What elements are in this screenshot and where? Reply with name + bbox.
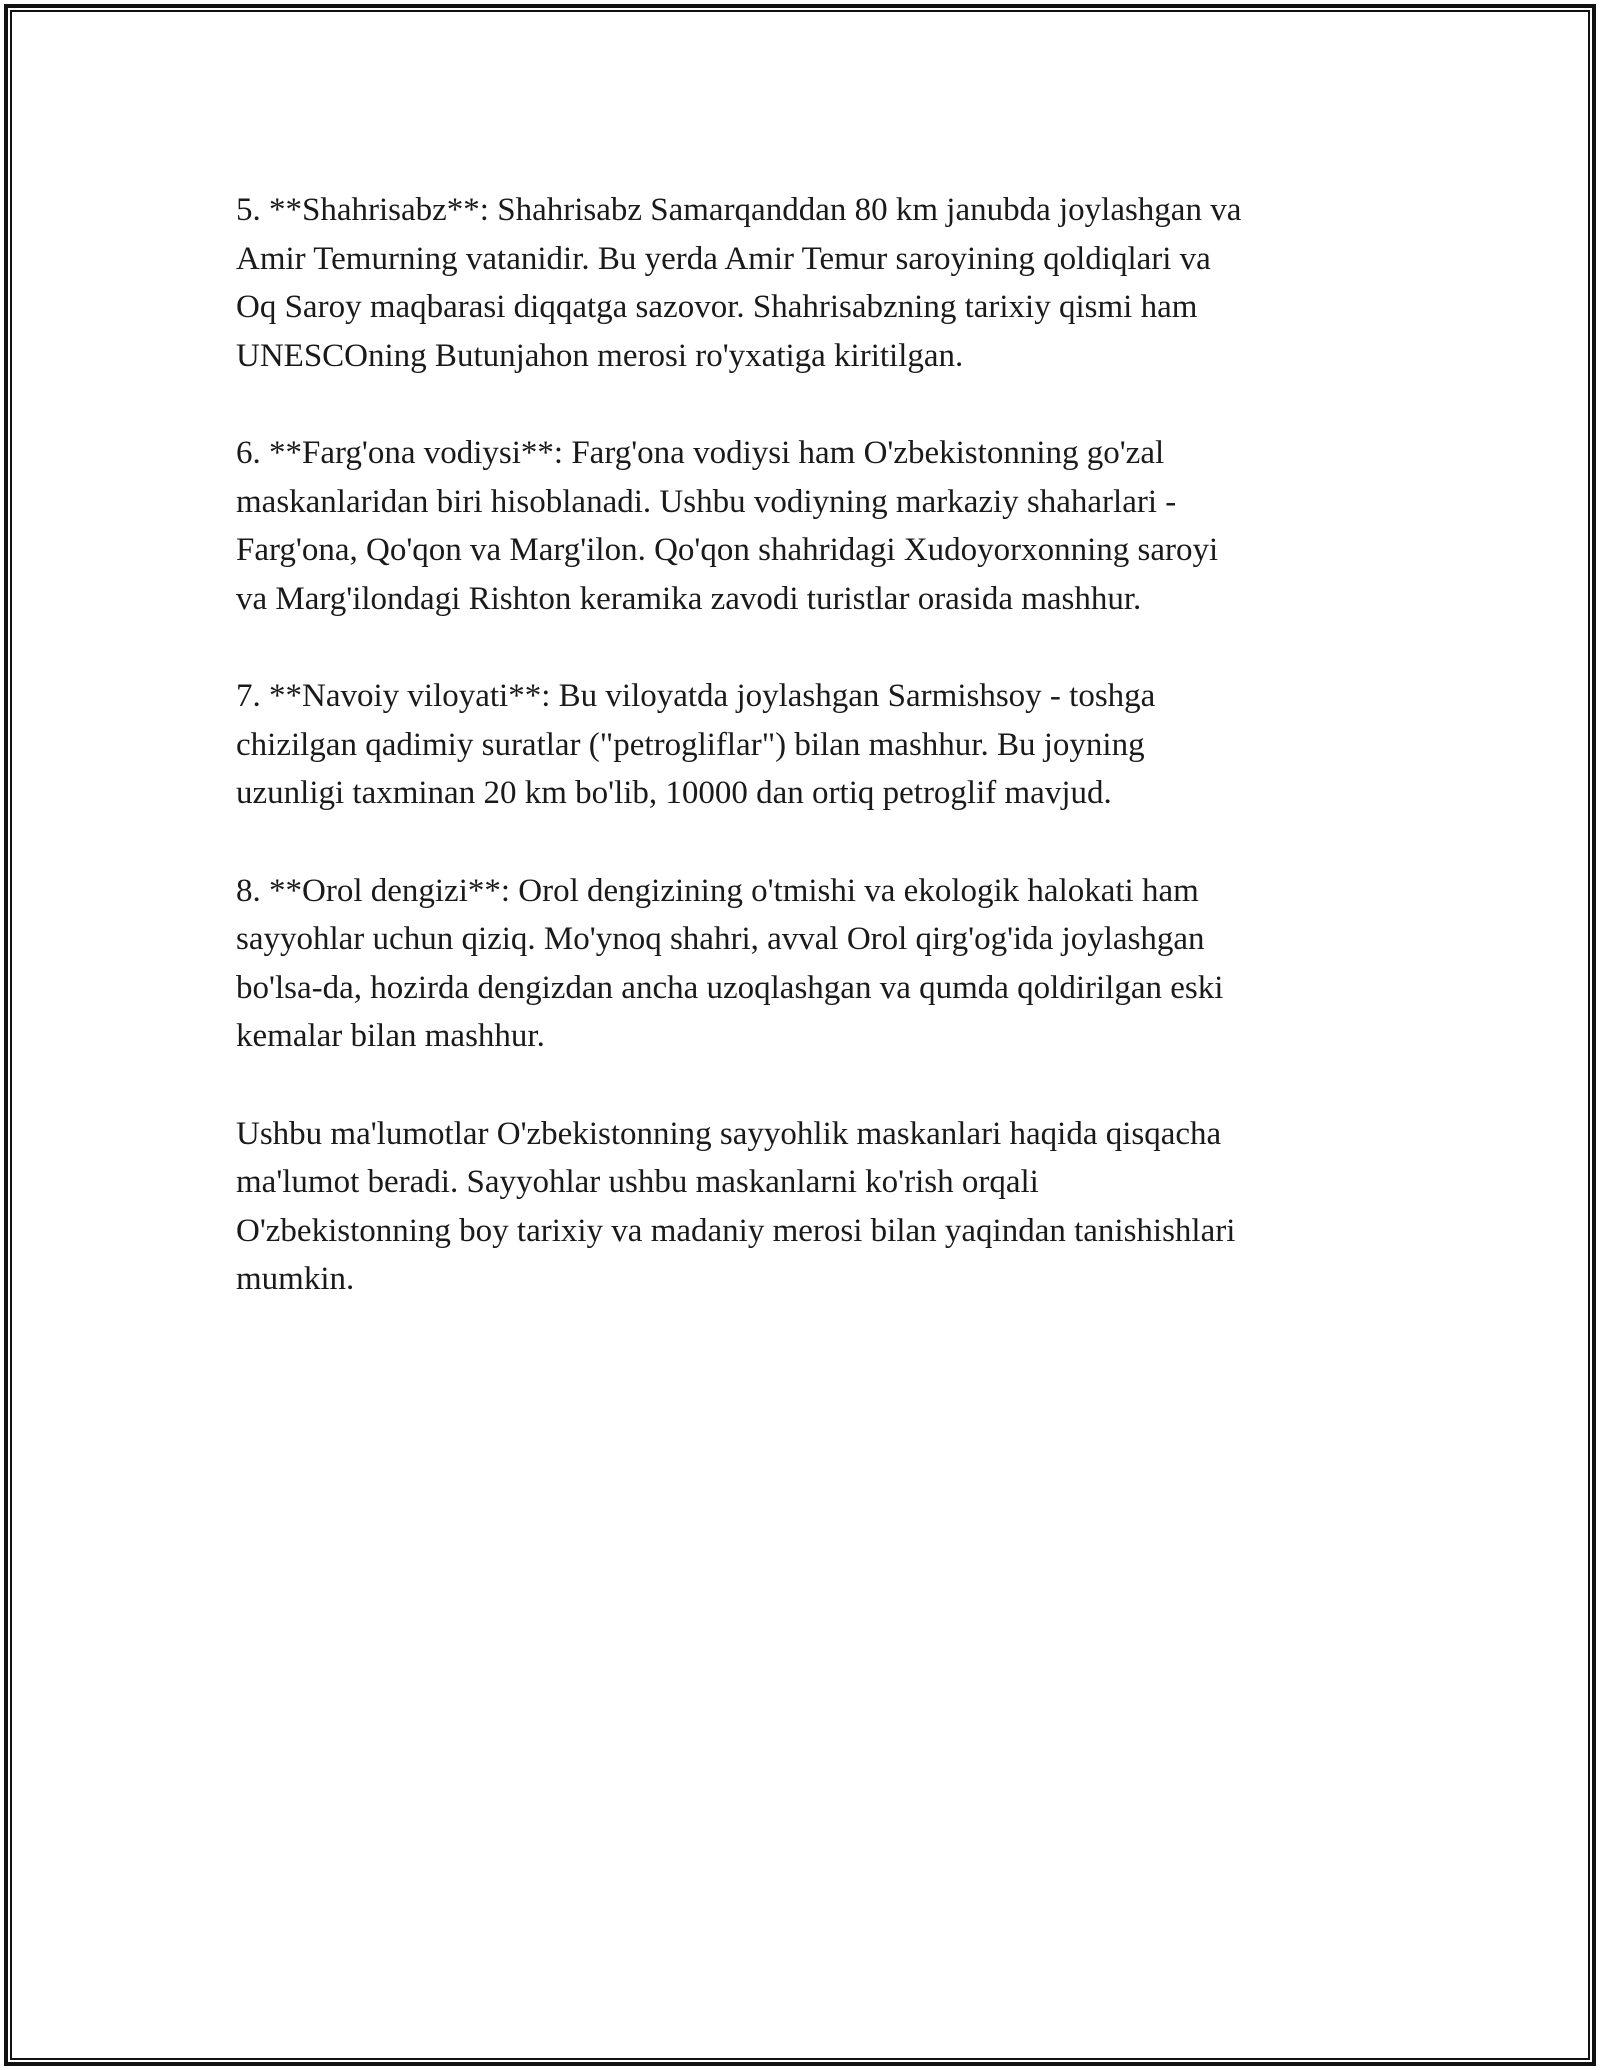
- paragraph-orol-dengizi: 8. **Orol dengizi**: Orol dengizining o'tmishi va ekologik halokati ham sayyohlar uchun qiziq. Mo'ynoq shahri, avval Orol qirg'og'ida joylashgan bo'lsa-da, hozirda dengizdan ancha uzoqlashgan va qumda qoldirilgan eski kemalar bilan mashhur.: [236, 872, 1224, 1054]
- paragraph-navoiy-viloyati: 7. **Navoiy viloyati**: Bu viloyatda joylashgan Sarmishsoy - toshga chizilgan qadimiy suratlar ("petrogliflar") bilan mashhur. Bu joyning uzunligi taxminan 20 km bo'lib, 10000 dan ortiq petroglif mavjud.: [236, 678, 1156, 811]
- paragraph-conclusion: Ushbu ma'lumotlar O'zbekistonning sayyohlik maskanlari haqida qisqacha ma'lumot beradi. Sayyohlar ushbu maskanlarni ko'rish orqali O'zbekistonning boy tarixiy va madaniy merosi bilan yaqindan tanishishlari mumkin.: [236, 1115, 1236, 1297]
- paragraph-fargona-vodiysi: 6. **Farg'ona vodiysi**: Farg'ona vodiysi ham O'zbekistonning go'zal maskanlaridan biri hisoblanadi. Ushbu vodiyning markaziy shaharlari - Farg'ona, Qo'qon va Marg'ilon. Qo'qon shahridagi Xudoyorxonning saroyi va Marg'ilondagi Rishton keramika zavodi turistlar orasida mashhur.: [236, 435, 1219, 617]
- document-body: [236, 186, 1376, 1353]
- paragraph-shahrisabz: 5. **Shahrisabz**: Shahrisabz Samarqanddan 80 km janubda joylashgan va Amir Temurning vatanidir. Bu yerda Amir Temur saroyining qoldiqlari va Oq Saroy maqbarasi diqqatga sazovor. Shahrisabzning tarixiy qismi ham UNESCOning Butunjahon merosi ro'yxatiga kiritilgan.: [236, 192, 1242, 374]
